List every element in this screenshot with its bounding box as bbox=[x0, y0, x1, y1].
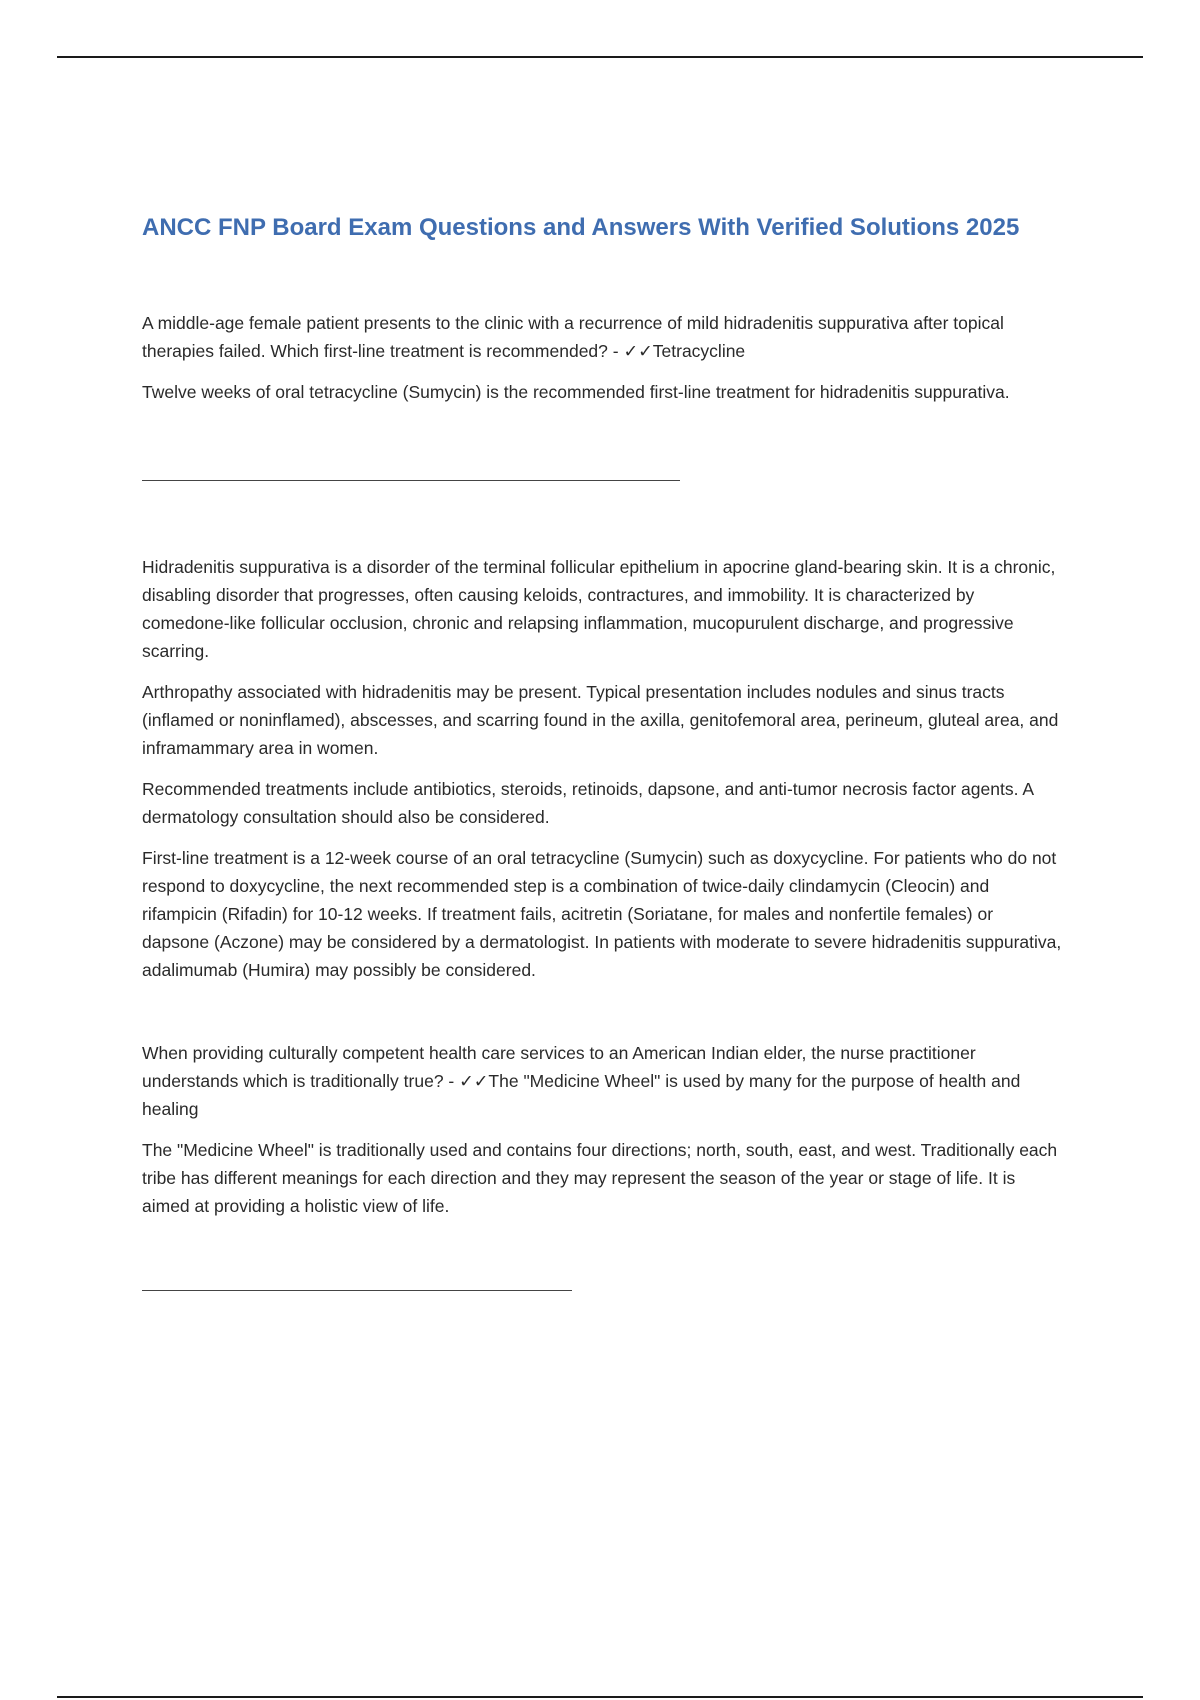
question-1: A middle-age female patient presents to the clinic with a recurrence of mild hidradenitis suppurativa after topical therapies failed. Which first-line treatment is recommended? - ✓✓Tetracycline bbox=[142, 313, 1004, 362]
footer-rule bbox=[57, 1696, 1143, 1698]
answer-1-explanation: Twelve weeks of oral tetracycline (Sumycin) is the recommended first-line treatment for hidradenitis suppurativa. bbox=[142, 382, 1010, 403]
document-body bbox=[142, 212, 1062, 1291]
document-title: ANCC FNP Board Exam Questions and Answers With Verified Solutions 2025 bbox=[142, 214, 1020, 241]
header-rule bbox=[57, 56, 1143, 58]
info-paragraph-1: Hidradenitis suppurativa is a disorder of the terminal follicular epithelium in apocrine gland-bearing skin. It is a chronic, disabling disorder that progresses, often causing keloids, contractures, and immobility. It is characterized by comedone-like follicular occlusion, chronic and relapsing inflammation, mucopurulent discharge, and progressive scarring. bbox=[142, 557, 1056, 662]
info-paragraph-2: Arthropathy associated with hidradenitis may be present. Typical presentation includes nodules and sinus tracts (inflamed or noninflamed), abscesses, and scarring found in the axilla, genitofemoral area, perineum, gluteal area, and inframammary area in women. bbox=[142, 682, 1059, 759]
separator-line bbox=[142, 480, 680, 481]
answer-2-explanation: The "Medicine Wheel" is traditionally used and contains four directions; north, south, east, and west. Traditionally each tribe has different meanings for each direction and they may represent the season of the year or stage of life. It is aimed at providing a holistic view of life. bbox=[142, 1140, 1058, 1217]
separator-line bbox=[142, 1290, 572, 1291]
info-paragraph-3: Recommended treatments include antibiotics, steroids, retinoids, dapsone, and anti-tumor necrosis factor agents. A dermatology consultation should also be considered. bbox=[142, 779, 1034, 828]
question-2: When providing culturally competent health care services to an American Indian elder, the nurse practitioner understands which is traditionally true? - ✓✓The "Medicine Wheel" is used by many for the purpose of health and healing bbox=[142, 1043, 1021, 1120]
info-paragraph-4: First-line treatment is a 12-week course of an oral tetracycline (Sumycin) such as doxycycline. For patients who do not respond to doxycycline, the next recommended step is a combination of twice-daily clindamycin (Cleocin) and rifampicin (Rifadin) for 10-12 weeks. If treatment fails, acitretin (Soriatane, for males and nonfertile females) or dapsone (Aczone) may be considered by a dermatologist. In patients with moderate to severe hidradenitis suppurativa, adalimumab (Humira) may possibly be considered. bbox=[142, 848, 1062, 981]
